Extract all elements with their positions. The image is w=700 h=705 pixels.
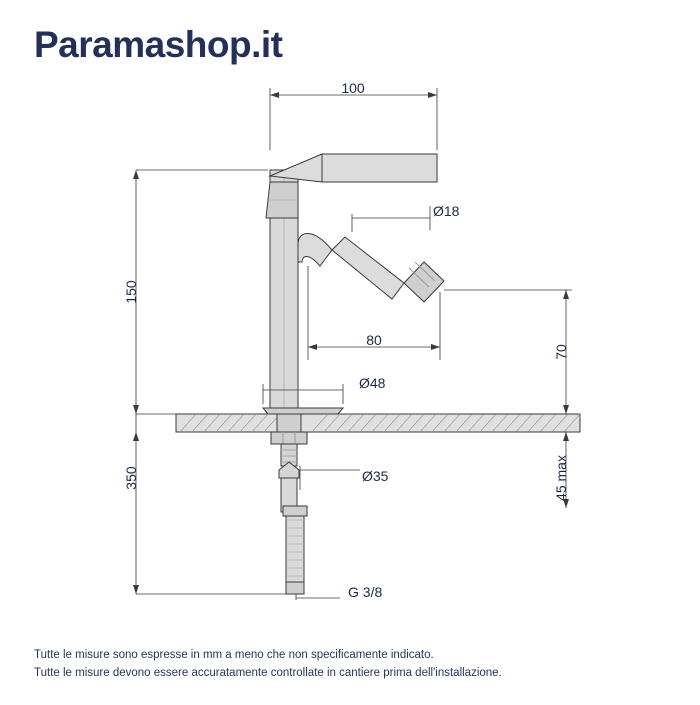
notes-footer <box>34 646 502 682</box>
dim-80-label: 80 <box>366 332 382 348</box>
dim-100-label: 100 <box>341 80 365 96</box>
dim-d48-label: Ø48 <box>359 375 386 391</box>
dim-d18-label: Ø18 <box>433 203 460 219</box>
dim-d35-label: Ø35 <box>362 468 389 484</box>
brand-title: Paramashop.it <box>34 24 283 65</box>
shank-through-deck <box>277 414 301 432</box>
base-flange <box>263 408 343 414</box>
lever-handle <box>270 154 437 182</box>
dim-70-label: 70 <box>553 344 569 360</box>
fixing-nut <box>271 432 307 444</box>
note-line-1: Tutte le misure sono espresse in mm a meno che non specificamente indicato. <box>34 649 434 661</box>
hose-collar <box>283 506 307 516</box>
spout-elbow <box>298 234 332 267</box>
hose-thread-end <box>286 582 304 594</box>
spout-arm <box>332 237 404 299</box>
dim-g38-label: G 3/8 <box>348 584 383 600</box>
dim-45max-label: 45 max <box>553 455 569 501</box>
dim-350-label: 350 <box>123 466 139 490</box>
dim-150-label: 150 <box>123 280 139 304</box>
counter-deck <box>176 414 580 432</box>
note-line-2: Tutte le misure devono essere accuratamente controllate in cantiere prima dell'installazione. <box>34 667 502 679</box>
flexible-hose <box>286 512 304 582</box>
